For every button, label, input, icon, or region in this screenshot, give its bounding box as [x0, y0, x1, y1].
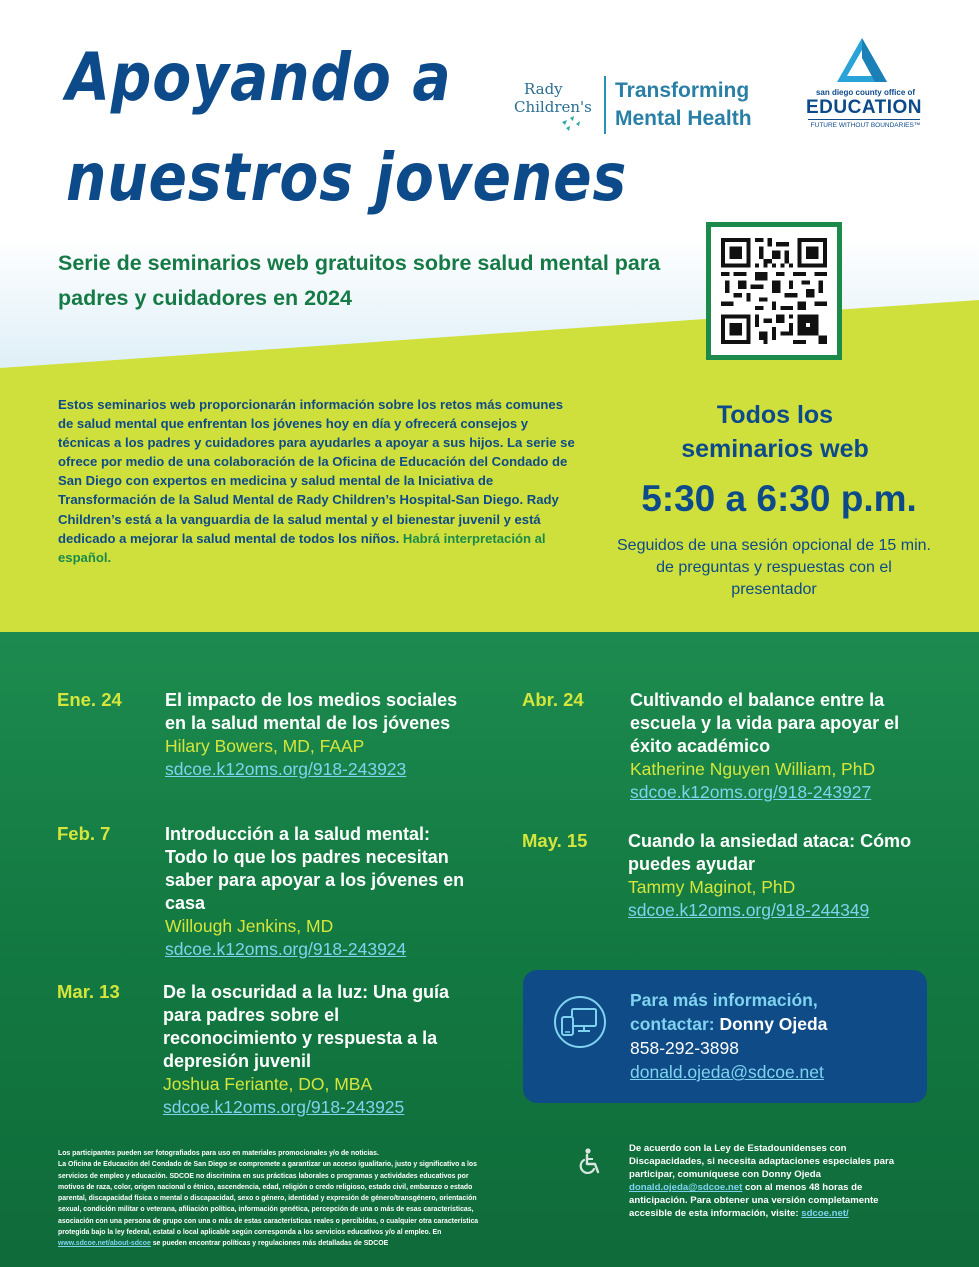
- session-title: Cuando la ansiedad ataca: Cómo puedes ayudar: [628, 831, 912, 874]
- ada-site-link[interactable]: sdcoe.net/: [801, 1208, 849, 1220]
- tmh-logo-text-1: Transforming: [615, 79, 750, 102]
- intro-text: Estos seminarios web proporcionarán información sobre los retos más comunes de salud mental que enfrentan los jóvenes hoy en día y ofrecerá consejos y técnicas a los padres y cuidadores para ayudarles a apoyar a sus hijos. La serie se ofrece por medio de una colaboración de la Oficina de Educación del Condado de San Diego con expertos en medicina y salud mental de la Iniciativa de Transformación de la Salud Mental de Rady Children’s Hospital-San Diego. Rady Children’s está a la vanguardia de la salud mental y el bienestar juvenil y está dedicado a mejorar la salud mental de todos los niños.: [58, 397, 575, 546]
- schedule-heading-line2: seminarios web: [681, 435, 869, 463]
- session-speaker: Joshua Feriante, DO, MBA: [163, 1074, 373, 1094]
- sdcoe-logo-tagline: FUTURE WITHOUT BOUNDARIES™: [810, 122, 921, 129]
- nondiscrimination-notice: [58, 1148, 486, 1250]
- session-date: Mar. 13: [57, 981, 120, 1002]
- sdcoe-logo-big: EDUCATION: [806, 97, 923, 118]
- session-date: Abr. 24: [522, 689, 584, 710]
- session-date: Ene. 24: [57, 689, 122, 710]
- page-title-line2: nuestros jovenes: [66, 139, 628, 216]
- session-body: [630, 689, 930, 804]
- sdcoe-logo-small: san diego county office of: [815, 88, 916, 97]
- session-title: Cultivando el balance entre la escuela y la vida para apoyar el éxito académico: [630, 690, 900, 756]
- intro-highlight: Habrá interpretación al español.: [58, 530, 546, 565]
- session-link[interactable]: sdcoe.k12oms.org/918-244349: [628, 900, 870, 920]
- session-title: De la oscuridad a la luz: Una guía para padres sobre el reconocimiento y respuesta a la depresión juvenil: [163, 982, 450, 1071]
- rady-logo-text-2: Children's: [514, 98, 592, 116]
- nondiscrimination-text: [58, 1159, 486, 1249]
- nondiscrimination-tail: se pueden encontrar políticas y regulaciones más detalladas de SDCOE: [152, 1240, 389, 1248]
- qr-code-icon: [721, 238, 827, 344]
- session-body: [165, 689, 465, 781]
- qr-code[interactable]: [706, 222, 842, 360]
- subtitle: Serie de seminarios web gratuitos sobre salud mental para padres y cuidadores en 2024: [58, 251, 661, 310]
- contact-heading-2: [630, 1012, 827, 1036]
- wheelchair-icon: [576, 1147, 606, 1177]
- session-body: [628, 830, 928, 922]
- session-date: Feb. 7: [57, 823, 111, 844]
- session-link[interactable]: sdcoe.k12oms.org/918-243925: [163, 1097, 405, 1117]
- ada-notice: [629, 1142, 919, 1221]
- session-link[interactable]: sdcoe.k12oms.org/918-243924: [165, 939, 407, 959]
- session-speaker: Katherine Nguyen William, PhD: [630, 759, 876, 779]
- sdcoe-logo-rule: [808, 119, 920, 120]
- page-title-line1: Apoyando a: [66, 39, 452, 116]
- session-title: El impacto de los medios sociales en la salud mental de los jóvenes: [165, 690, 458, 733]
- tmh-logo-text-2: Mental Health: [615, 107, 752, 130]
- contact-box: [523, 970, 927, 1103]
- ada-text-1: De acuerdo con la Ley de Estadounidenses con Discapacidades, si necesita adaptaciones especiales para participar, comuníquese con Donny Ojeda: [629, 1143, 895, 1181]
- contact-heading-label: contactar:: [630, 1014, 715, 1034]
- session-link[interactable]: sdcoe.k12oms.org/918-243927: [630, 782, 872, 802]
- session-speaker: Tammy Maginot, PhD: [628, 877, 796, 897]
- session-title: Introducción a la salud mental: Todo lo que los padres necesitan saber para apoyar a los jóvenes en casa: [165, 824, 465, 913]
- sdcoe-triangle-icon: [835, 36, 889, 86]
- contact-email[interactable]: donald.ojeda@sdcoe.net: [630, 1062, 824, 1082]
- schedule-time: 5:30 a 6:30 p.m.: [641, 478, 917, 519]
- ada-text-2: con al menos 48 horas de anticipación. Para obtener una versión completamente accesible de esta información, visite:: [629, 1182, 879, 1220]
- session-link[interactable]: sdcoe.k12oms.org/918-243923: [165, 759, 407, 779]
- policies-link[interactable]: www.sdcoe.net/about-sdcoe: [58, 1240, 151, 1248]
- session-body: [163, 981, 463, 1119]
- session-body: [165, 823, 475, 961]
- contact-name: Donny Ojeda: [719, 1014, 828, 1034]
- contact-phone[interactable]: 858-292-3898: [630, 1038, 739, 1058]
- session-speaker: Hilary Bowers, MD, FAAP: [165, 736, 365, 756]
- contact-heading-1: Para más información,: [630, 990, 818, 1010]
- schedule-heading-line1: Todos los: [716, 401, 834, 429]
- devices-icon: [551, 996, 609, 1048]
- contact-text: [630, 988, 827, 1084]
- logo-divider: [604, 76, 606, 134]
- nondiscrimination-body: La Oficina de Educación del Condado de San Diego se compromete a garantizar un acceso igualitario, justo y significativo a los servicios de empleo y educación. SDCOE no discrimina en sus prácticas laborales o programas y actividades educativos por motivos de raza, color, origen nacional o étnico, ascendencia, edad, religión o credo religioso, estado civil, embarazo o estado parental, discapacidad física o mental o discapacidad, sexo o género, identidad y expresión de género/transgénero, orientación sexual, condición militar o veterana, afiliación política, información genética, percepción de una o más de esas características, asociación con una persona de grupo con una o más de estas características reales o percibidas, o cualquier otra característica protegida bajo la ley federal, estatal o local aplicable según corresponda a los servicios educativos y/o al empleo. En: [58, 1161, 479, 1237]
- intro-paragraph: [58, 395, 578, 567]
- session-date: May. 15: [522, 830, 588, 851]
- schedule-followup: Seguidos de una sesión opcional de 15 min. de preguntas y respuestas con el presentador: [617, 537, 931, 598]
- ada-email-link[interactable]: donald.ojeda@sdcoe.net: [629, 1182, 743, 1194]
- schedule-heading: [600, 398, 950, 466]
- rady-logo-text-1: Rady: [524, 80, 563, 98]
- photo-notice: Los participantes pueden ser fotografiados para uso en materiales promocionales y/o de noticias.: [58, 1150, 379, 1157]
- session-speaker: Willough Jenkins, MD: [165, 916, 334, 936]
